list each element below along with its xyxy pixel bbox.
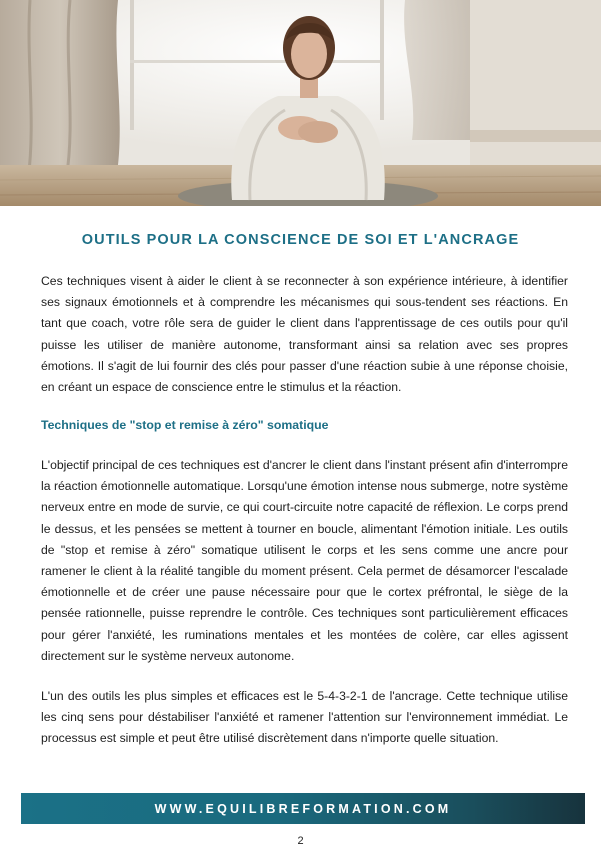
section-paragraph-2: L'un des outils les plus simples et efficaces est le 5-4-3-2-1 de l'ancrage. Cette technique utilise les cinq sens pour déstabiliser l'anxiété et ramener l'attention sur l'environnement immédiat. Le processus est simple et peut être utilisé discrètement dans n'importe quelle situation. (41, 689, 568, 746)
section-heading: Techniques de "stop et remise à zéro" somatique (41, 418, 329, 432)
intro-paragraph: Ces techniques visent à aider le client à se reconnecter à son expérience intérieure, à identifier ses signaux émotionnels et à comprendre les mécanismes qui sous-tendent ses réactions. En tant que coach, votre rôle sera de guider le client dans l'apprentissage de ces outils pour qu'il puisse les utiliser de manière autonome, transformant ainsi sa relation avec ses propres émotions. Il s'agit de lui fournir des clés pour passer d'une réaction subie à une réponse choisie, en créant un espace de conscience entre le stimulus et la réaction. (41, 274, 568, 395)
page-title: OUTILS POUR LA CONSCIENCE DE SOI ET L'ANCRAGE (81, 232, 520, 248)
footer-banner (21, 793, 585, 824)
meditation-illustration (0, 0, 601, 206)
hero-photo (0, 0, 601, 206)
page-number: 2 (297, 835, 304, 847)
section-paragraph-1: L'objectif principal de ces techniques est d'ancrer le client dans l'instant présent afin d'interrompre la réaction émotionnelle automatique. Lorsqu'une émotion intense nous submerge, notre système nerveux entre en mode de survie, ce qui court-circuite notre capacité de réflexion. Le corps prend le dessus, et les pensées se mettent à tourner en boucle, alimentant l'émotion initiale. Les outils de "stop et remise à zéro" somatique utilisent le corps et les sens comme une ancre pour ramener le client à la réalité tangible du moment présent. Cela permet de désamorcer l'escalade émotionnelle et de créer une pause nécessaire pour que le cortex préfrontal, le siège de la pensée rationnelle, puisse reprendre le contrôle. Ces techniques sont particulièrement efficaces pour gérer l'anxiété, les ruminations mentales et les montées de colère, car elles agissent directement sur le système nerveux autonome. (41, 458, 568, 663)
footer-url[interactable]: WWW.EQUILIBREFORMATION.COM (154, 801, 452, 816)
